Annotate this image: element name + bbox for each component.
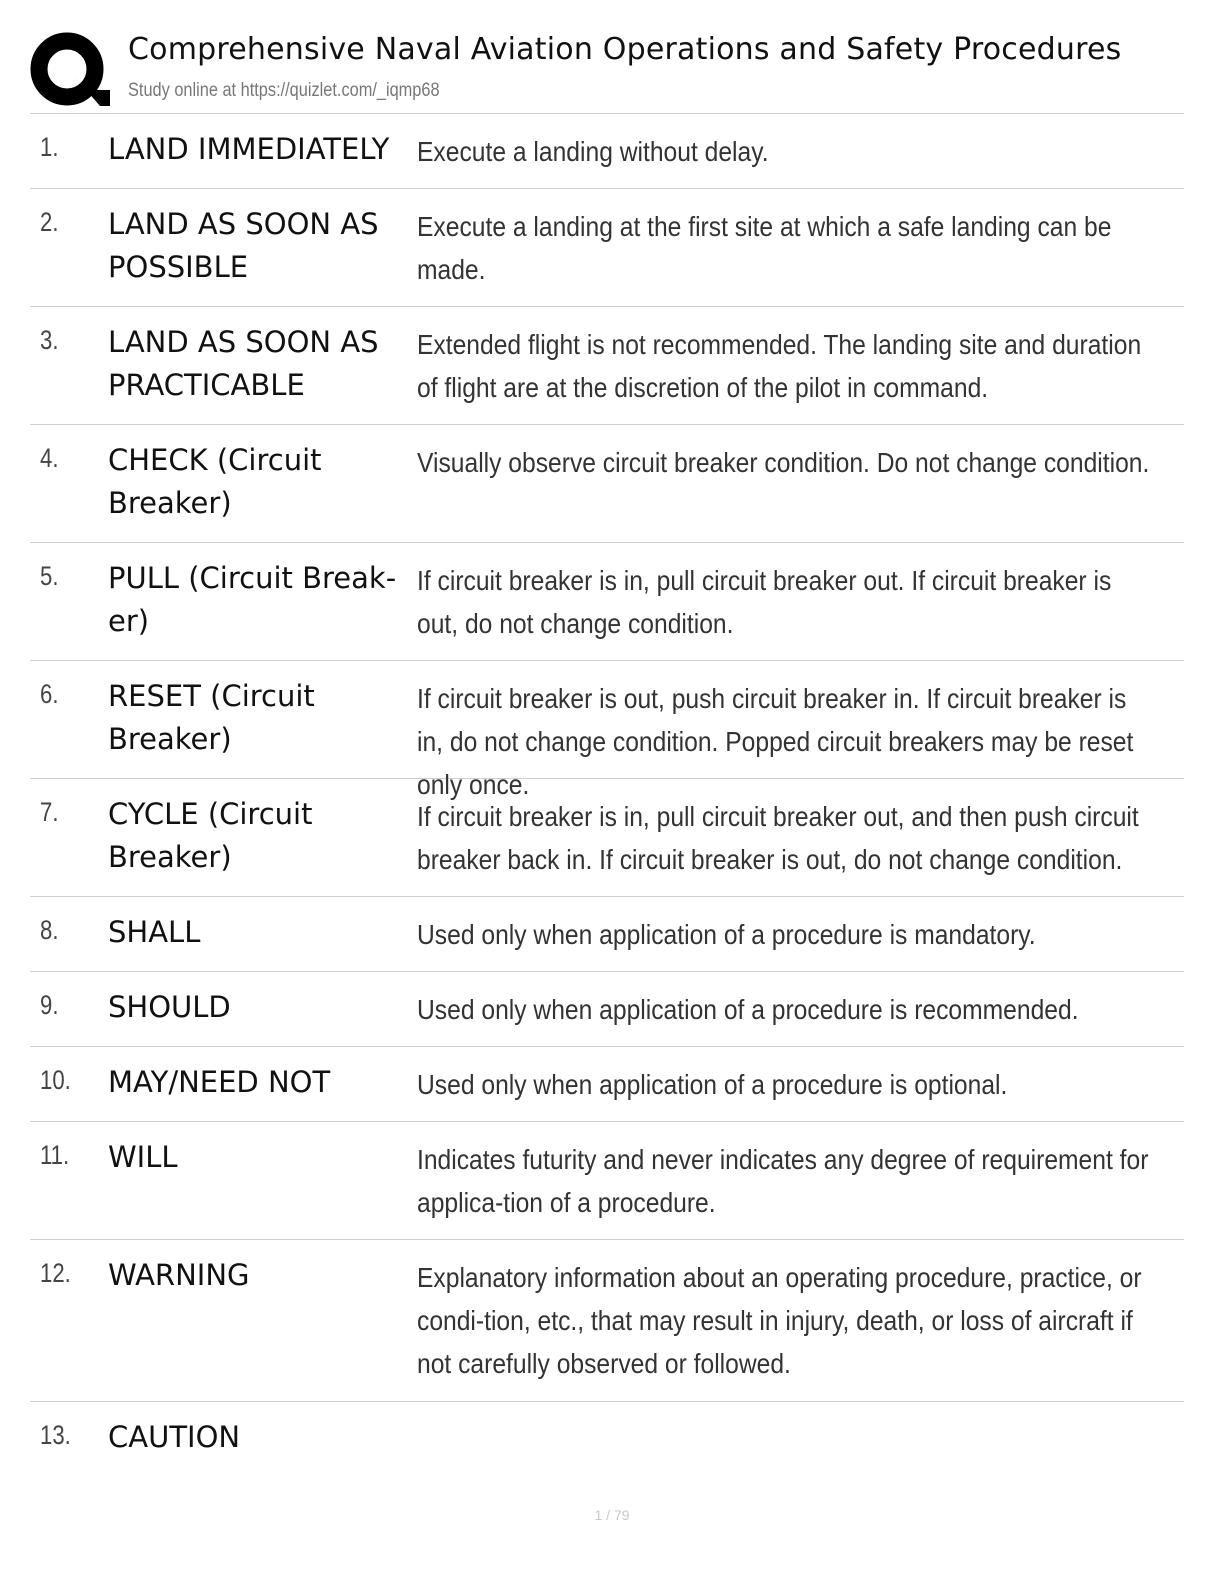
card-number: 5. (40, 561, 59, 591)
card-number: 7. (40, 797, 59, 827)
card-number: 4. (40, 443, 59, 473)
card-number: 3. (40, 325, 59, 355)
flashcard-row (30, 897, 1184, 972)
card-term: CYCLE (Circuit Breaker) (108, 797, 313, 874)
card-definition: Used only when application of a procedure is recommended. (417, 994, 1079, 1025)
card-term: SHALL (108, 915, 201, 949)
card-definition: If circuit breaker is in, pull circuit breaker out, and then push circuit breaker back in. If circuit breaker is out, do not change condition. (417, 801, 1139, 875)
card-definition: If circuit breaker is out, push circuit breaker in. If circuit breaker is in, do not change condition. Popped circuit breakers may be reset only once. (417, 683, 1134, 800)
flashcard-row (30, 972, 1184, 1047)
card-term: LAND IMMEDIATELY (108, 132, 390, 166)
card-term: LAND AS SOON AS PRACTICABLE (108, 325, 379, 402)
card-term: SHOULD (108, 990, 231, 1024)
flashcard-row (30, 114, 1184, 189)
card-definition: If circuit breaker is in, pull circuit breaker out. If circuit breaker is out, do not change condition. (417, 565, 1112, 639)
card-definition: Used only when application of a procedure is mandatory. (417, 919, 1036, 950)
card-term: WILL (108, 1140, 178, 1174)
flashcard-list (30, 114, 1184, 1477)
flashcard-row (30, 1047, 1184, 1122)
card-number: 12. (40, 1258, 71, 1288)
card-term: LAND AS SOON AS POSSIBLE (108, 207, 379, 284)
flashcard-row (30, 1240, 1184, 1402)
card-number: 10. (40, 1065, 71, 1095)
study-link[interactable]: Study online at https://quizlet.com/_iqmp68 (128, 80, 440, 101)
page-header (30, 30, 1184, 114)
flashcard-row (30, 779, 1184, 897)
flashcard-row (30, 1122, 1184, 1240)
card-term: RESET (Circuit Breaker) (108, 679, 315, 756)
card-definition: Extended flight is not recommended. The landing site and duration of flight are at the discretion of the pilot in command. (417, 329, 1142, 403)
card-term: MAY/NEED NOT (108, 1065, 331, 1099)
flashcard-row (30, 425, 1184, 543)
card-term: PULL (Circuit Break-er) (108, 561, 397, 638)
quizlet-logo-icon (30, 32, 110, 108)
card-term: CHECK (Circuit Breaker) (108, 443, 322, 520)
flashcard-row (30, 1402, 1184, 1477)
page-title: Comprehensive Naval Aviation Operations and Safety Procedures (128, 32, 1122, 67)
card-term: WARNING (108, 1258, 250, 1292)
card-definition: Indicates futurity and never indicates any degree of requirement for applica-tion of a procedure. (417, 1144, 1149, 1218)
card-definition: Visually observe circuit breaker condition. Do not change condition. (417, 447, 1150, 478)
flashcard-row (30, 189, 1184, 307)
flashcard-row (30, 543, 1184, 661)
card-number: 13. (40, 1420, 71, 1450)
card-number: 2. (40, 207, 59, 237)
card-number: 11. (40, 1140, 70, 1170)
card-definition: Explanatory information about an operating procedure, practice, or condi-tion, etc., that may result in injury, death, or loss of aircraft if not carefully observed or followed. (417, 1262, 1142, 1379)
flashcard-row (30, 307, 1184, 425)
card-definition: Execute a landing without delay. (417, 136, 769, 167)
card-definition: Execute a landing at the first site at which a safe landing can be made. (417, 211, 1112, 285)
card-term: CAUTION (108, 1420, 241, 1454)
page-number: 1 / 79 (594, 1507, 630, 1523)
flashcard-row (30, 661, 1184, 800)
card-number: 1. (40, 132, 59, 162)
card-definition: Used only when application of a procedure is optional. (417, 1069, 1008, 1100)
card-number: 8. (40, 915, 59, 945)
card-number: 6. (40, 679, 59, 709)
card-number: 9. (40, 990, 59, 1020)
